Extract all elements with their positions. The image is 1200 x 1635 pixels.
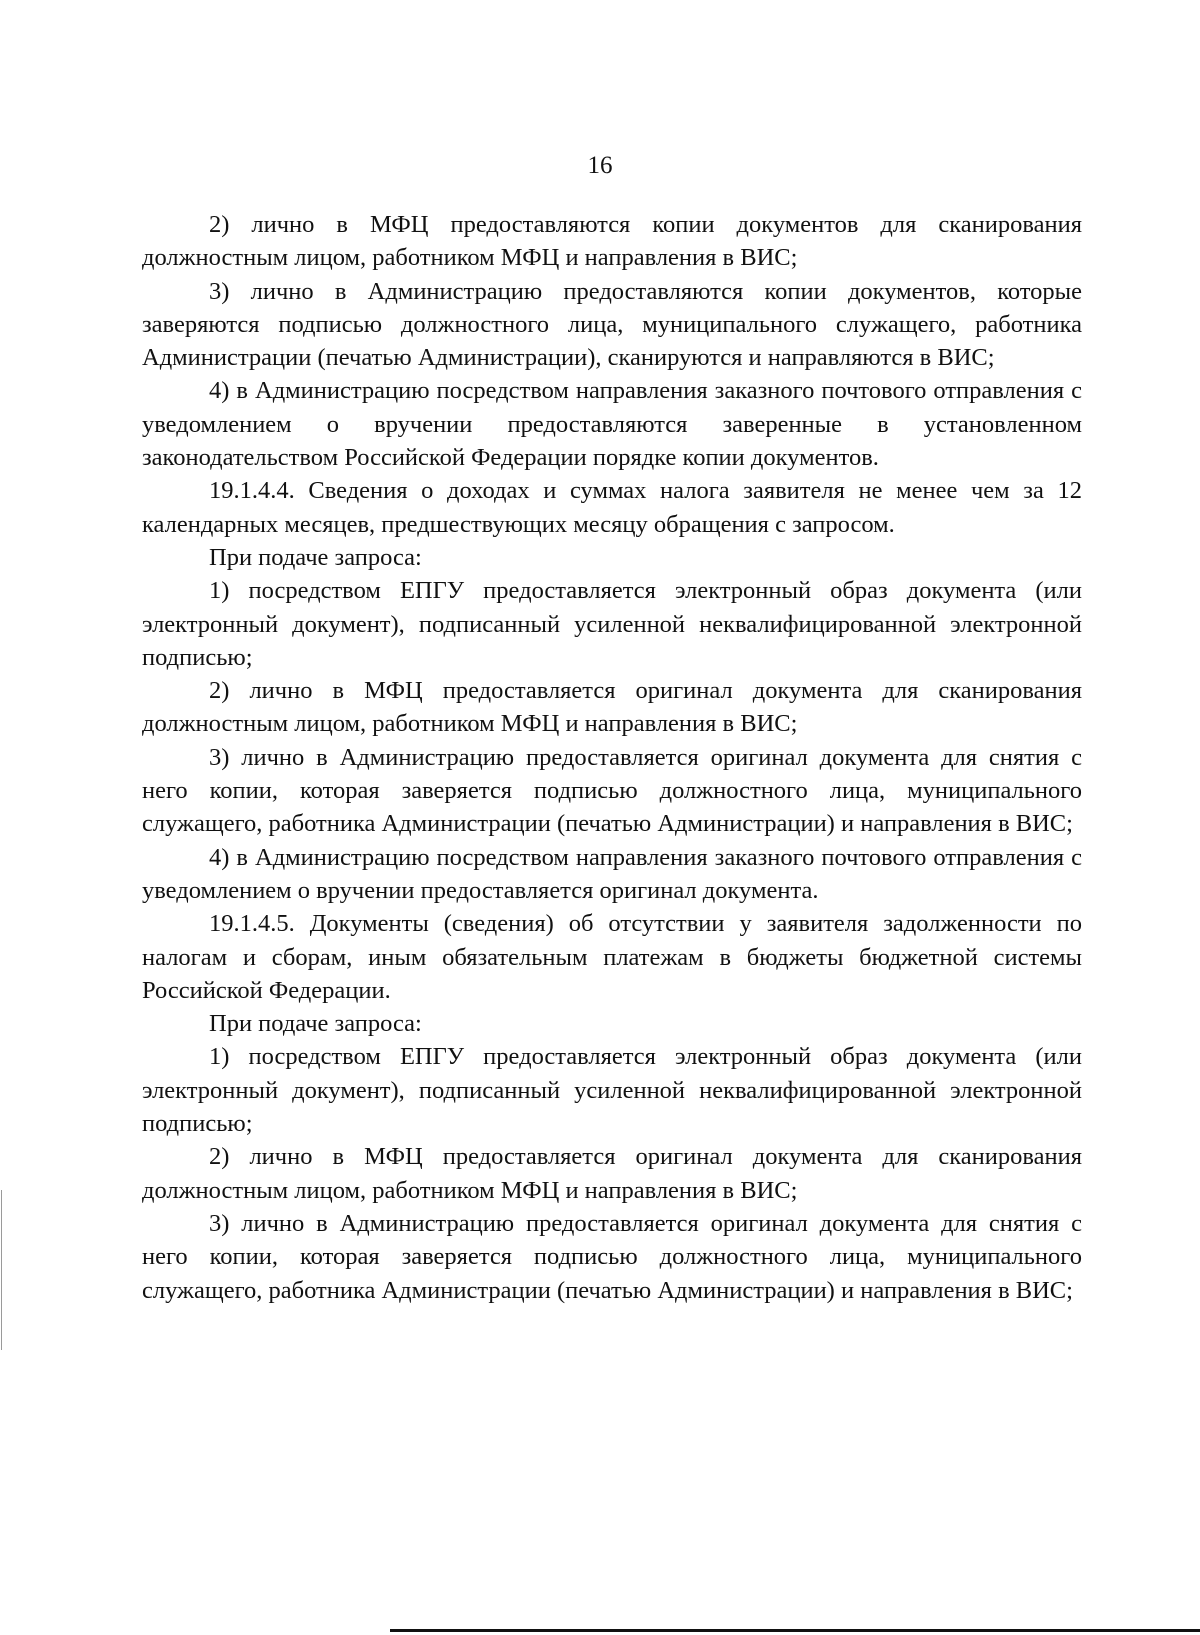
paragraph-section-19-1-4-4: 19.1.4.4. Сведения о доходах и суммах налога заявителя не менее чем за 12 календарных месяцев, предшествующих месяцу обращения с запросом.	[142, 477, 1082, 538]
page-number: 16	[587, 152, 613, 179]
paragraph-item-1-epgu-2: 1) посредством ЕПГУ предоставляется электронный образ документа (или электронный документ), подписанный усиленной неквалифицированной электронной подписью;	[142, 1043, 1082, 1138]
scan-edge-mark	[1, 1190, 2, 1350]
paragraph-item-3-administration-original: 3) лично в Администрацию предоставляется оригинал документа для снятия с него копии, которая заверяется подписью должностного лица, муниципального служащего, работника Администрации (печатью Администрации) и направления в ВИС;	[142, 743, 1082, 838]
paragraph-item-4-postal-original: 4) в Администрацию посредством направления заказного почтового отправления с уведомлением о вручении предоставляется оригинал документа.	[142, 843, 1082, 904]
paragraph-item-1-epgu: 1) посредством ЕПГУ предоставляется электронный образ документа (или электронный документ), подписанный усиленной неквалифицированной электронной подписью;	[142, 577, 1082, 671]
scan-bottom-edge-line	[390, 1629, 1200, 1632]
paragraph-item-3-administration-original-2: 3) лично в Администрацию предоставляется оригинал документа для снятия с него копии, которая заверяется подписью должностного лица, муниципального служащего, работника Администрации (печатью Администрации) и направления в ВИС;	[142, 1209, 1082, 1304]
paragraph-item-2-mfc-original-2: 2) лично в МФЦ предоставляется оригинал документа для сканирования должностным лицом, работником МФЦ и направления в ВИС;	[142, 1143, 1082, 1204]
paragraph-item-2-mfc-original: 2) лично в МФЦ предоставляется оригинал документа для сканирования должностным лицом, работником МФЦ и направления в ВИС;	[142, 677, 1082, 738]
paragraph-item-3-administration-copies: 3) лично в Администрацию предоставляются копии документов, которые заверяются подписью должностного лица, муниципального служащего, работника Администрации (печатью Администрации), сканируются и направляются в ВИС;	[142, 277, 1082, 372]
paragraph-request-intro: При подаче запроса:	[209, 543, 422, 571]
paragraph-item-4-postal-copies: 4) в Администрацию посредством направления заказного почтового отправления с уведомлением о вручении предоставляются заверенные в установленном законодательством Российской Федерации порядке копии документов.	[142, 377, 1082, 472]
document-body	[142, 208, 1082, 1307]
paragraph-item-2-mfc-copies: 2) лично в МФЦ предоставляются копии документов для сканирования должностным лицом, работником МФЦ и направления в ВИС;	[142, 211, 1082, 272]
paragraph-section-19-1-4-5: 19.1.4.5. Документы (сведения) об отсутствии у заявителя задолженности по налогам и сборам, иным обязательным платежам в бюджеты бюджетной системы Российской Федерации.	[142, 910, 1082, 1004]
paragraph-request-intro-2: При подаче запроса:	[209, 1010, 422, 1038]
